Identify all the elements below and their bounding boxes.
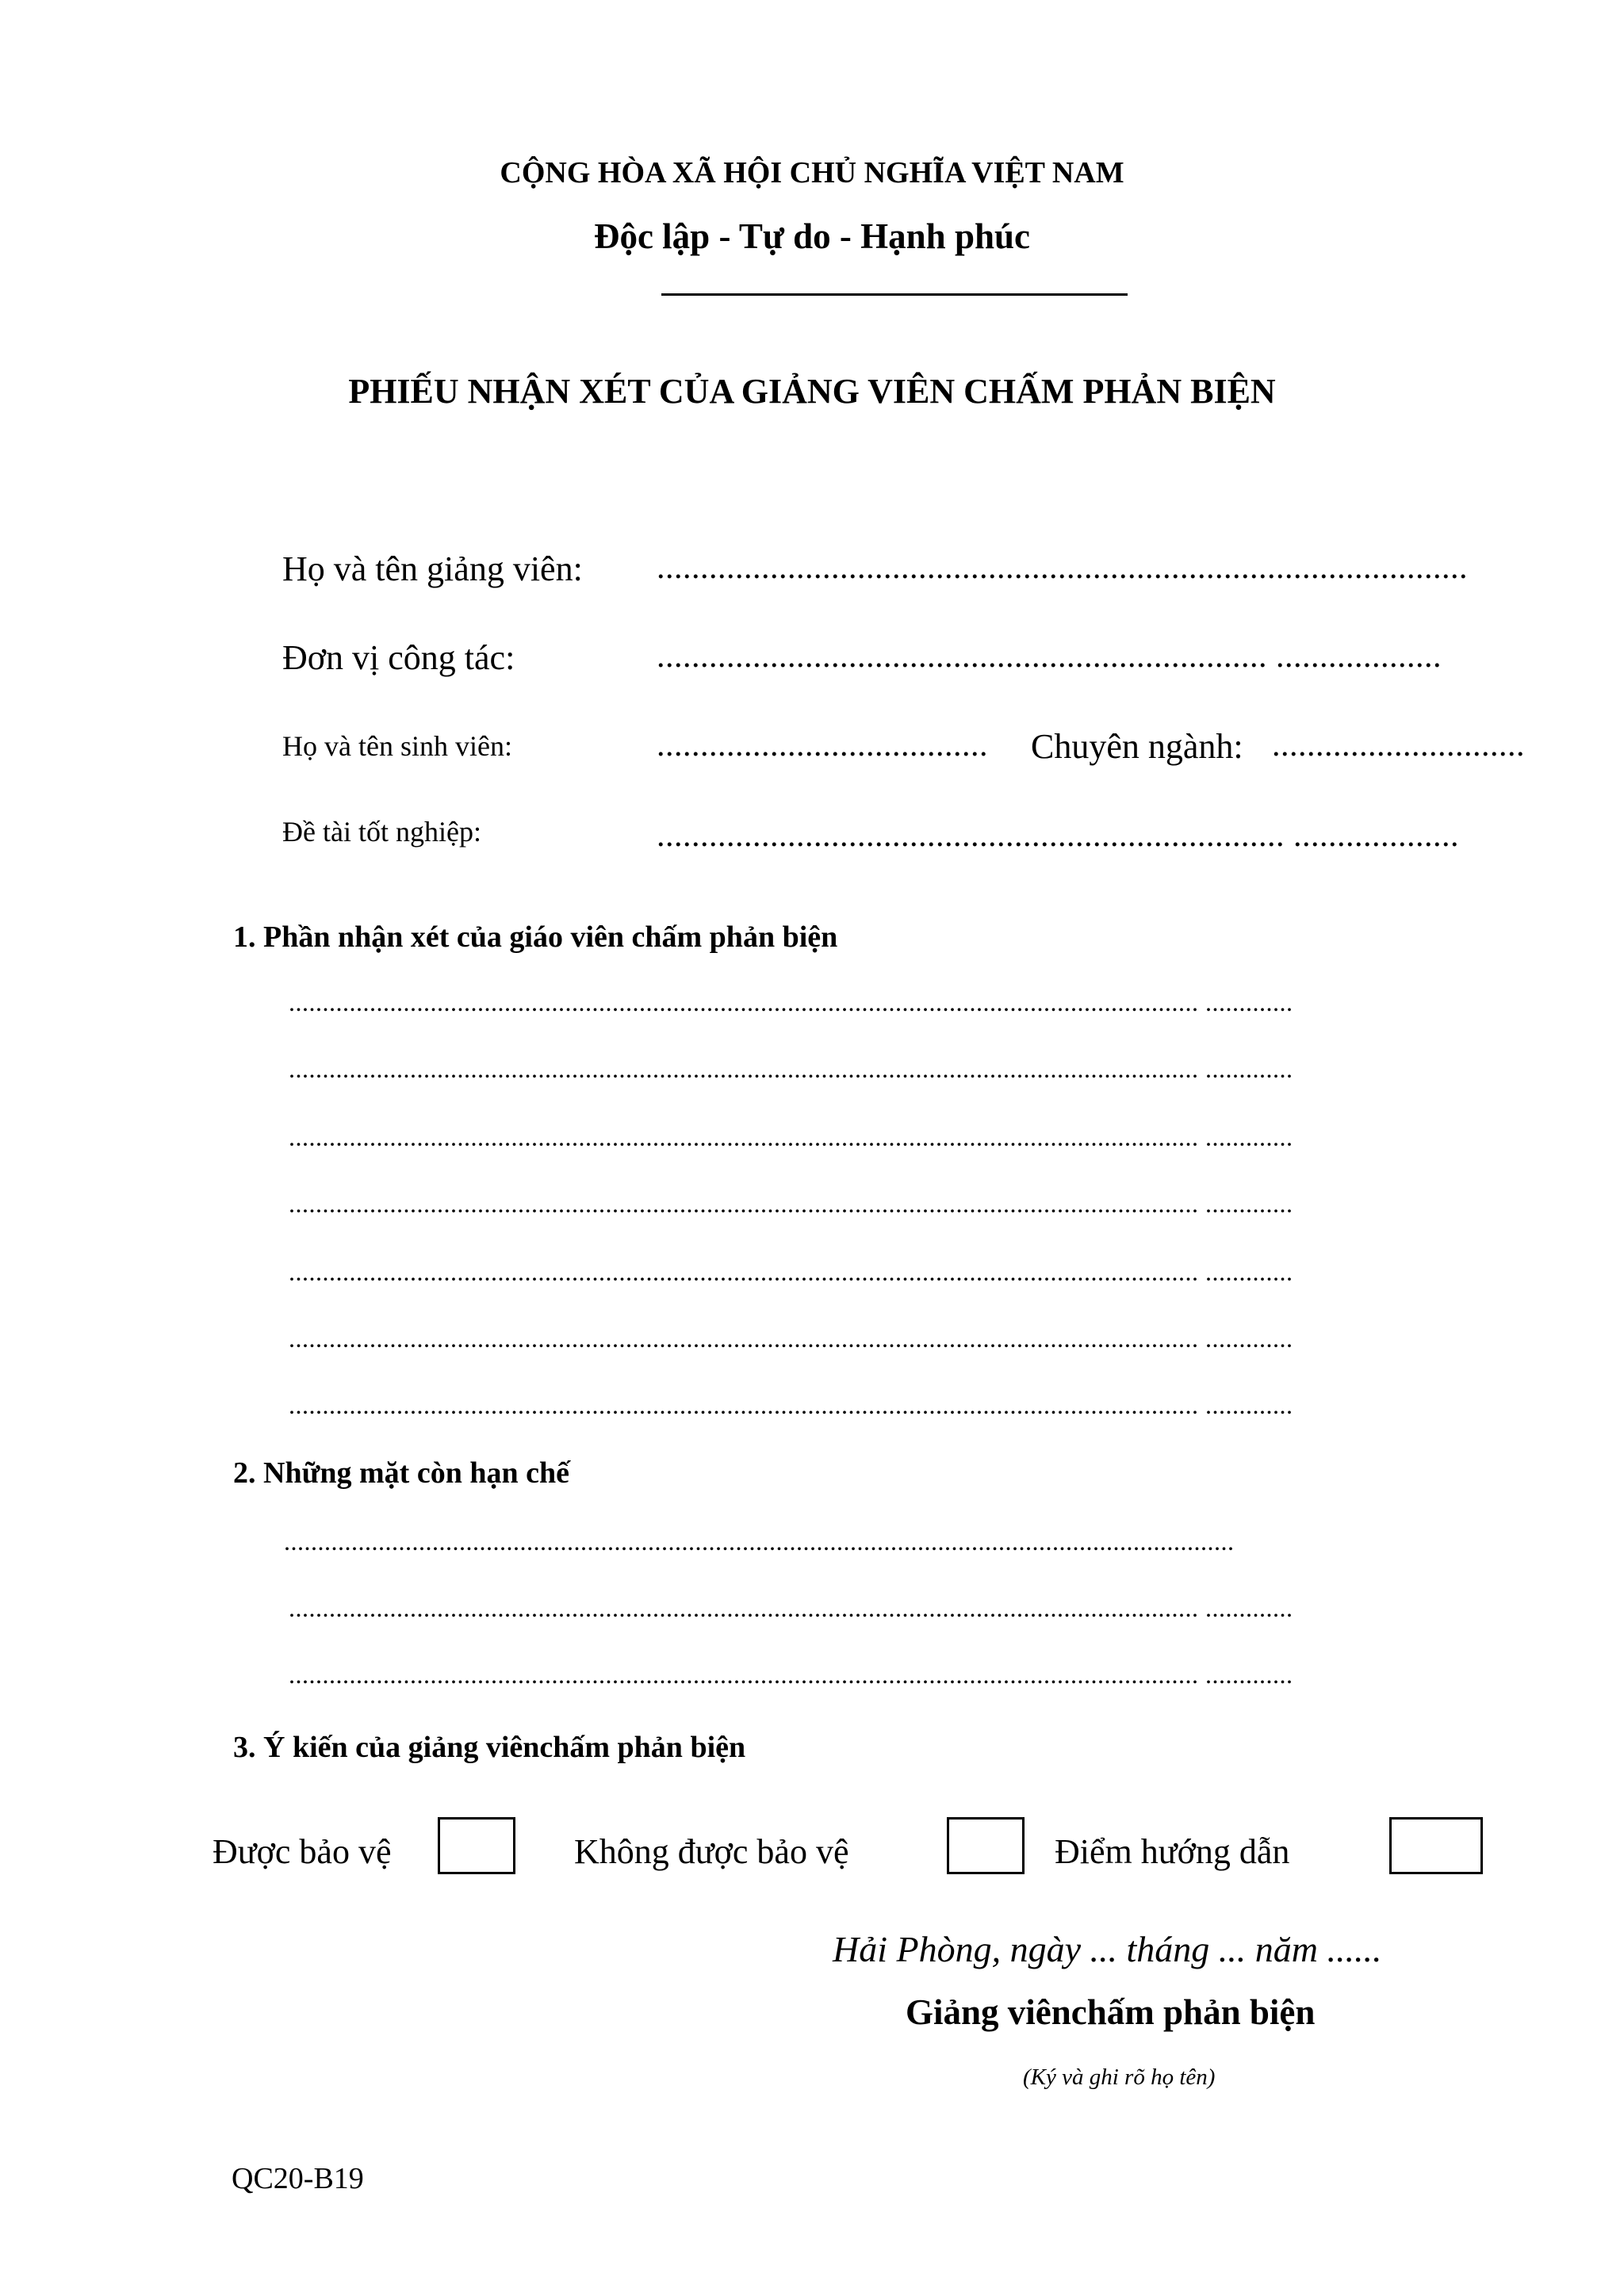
section2-line[interactable]: ....................................................................................................................................... ............. (289, 1594, 1293, 1622)
section1-line[interactable]: ....................................................................................................................................... ............. (289, 1257, 1293, 1286)
option-score-label: Điểm hướng dẫn (1055, 1832, 1290, 1871)
option-not-defend-label: Không được bảo vệ (574, 1832, 849, 1871)
section1-line[interactable]: ....................................................................................................................................... ............. (289, 988, 1293, 1016)
place-date: Hải Phòng, ngày ... tháng ... năm ...... (833, 1929, 1382, 1969)
section1-line[interactable]: ....................................................................................................................................... ............. (289, 1123, 1293, 1151)
option-defend-label: Được bảo vệ (213, 1832, 392, 1871)
section1-line[interactable]: ....................................................................................................................................... ............. (289, 1391, 1293, 1419)
lecturer-name-field[interactable]: ............................................................................................. (657, 549, 1468, 586)
form-title: PHIẾU NHẬN XÉT CỦA GIẢNG VIÊN CHẤM PHẢN BIỆN (348, 372, 1276, 411)
section1-line[interactable]: ....................................................................................................................................... ............. (289, 1189, 1293, 1218)
section3-heading: 3. Ý kiến của giảng viênchấm phản biện (233, 1731, 746, 1764)
signer-role: Giảng viênchấm phản biện (906, 1992, 1316, 2032)
section2-heading: 2. Những mặt còn hạn chế (233, 1456, 569, 1490)
lecturer-name-label: Họ và tên giảng viên: (282, 549, 583, 588)
work-unit-label: Đơn vị công tác: (282, 638, 515, 677)
form-code: QC20-B19 (232, 2162, 364, 2195)
option-defend-checkbox[interactable] (438, 1817, 515, 1874)
work-unit-field[interactable]: ...................................................................... ................... (657, 638, 1442, 675)
motto: Độc lập - Tự do - Hạnh phúc (593, 216, 1031, 256)
section2-line[interactable]: ....................................................................................................................................... ............. (289, 1660, 1293, 1689)
student-name-label: Họ và tên sinh viên: (282, 730, 512, 762)
thesis-topic-field[interactable]: ........................................................................ ................... (657, 817, 1459, 854)
thesis-topic-label: Đề tài tốt nghiệp: (282, 816, 481, 848)
option-score-box[interactable] (1389, 1817, 1483, 1874)
option-not-defend-checkbox[interactable] (947, 1817, 1025, 1874)
student-name-field[interactable]: ...................................... (657, 727, 988, 763)
header-divider (661, 293, 1128, 296)
section2-line[interactable]: ............................................................................................................................................. (284, 1527, 1235, 1556)
section1-heading: 1. Phần nhận xét của giáo viên chấm phản biện (233, 920, 838, 954)
section1-line[interactable]: ....................................................................................................................................... ............. (289, 1324, 1293, 1353)
section1-line[interactable]: ....................................................................................................................................... ............. (289, 1054, 1293, 1083)
major-label: Chuyên ngành: (1031, 727, 1243, 766)
major-field[interactable]: ............................. (1272, 727, 1525, 763)
signature-note: (Ký và ghi rõ họ tên) (1023, 2064, 1216, 2090)
country-name: CỘNG HÒA XÃ HỘI CHỦ NGHĨA VIỆT NAM (500, 156, 1124, 189)
